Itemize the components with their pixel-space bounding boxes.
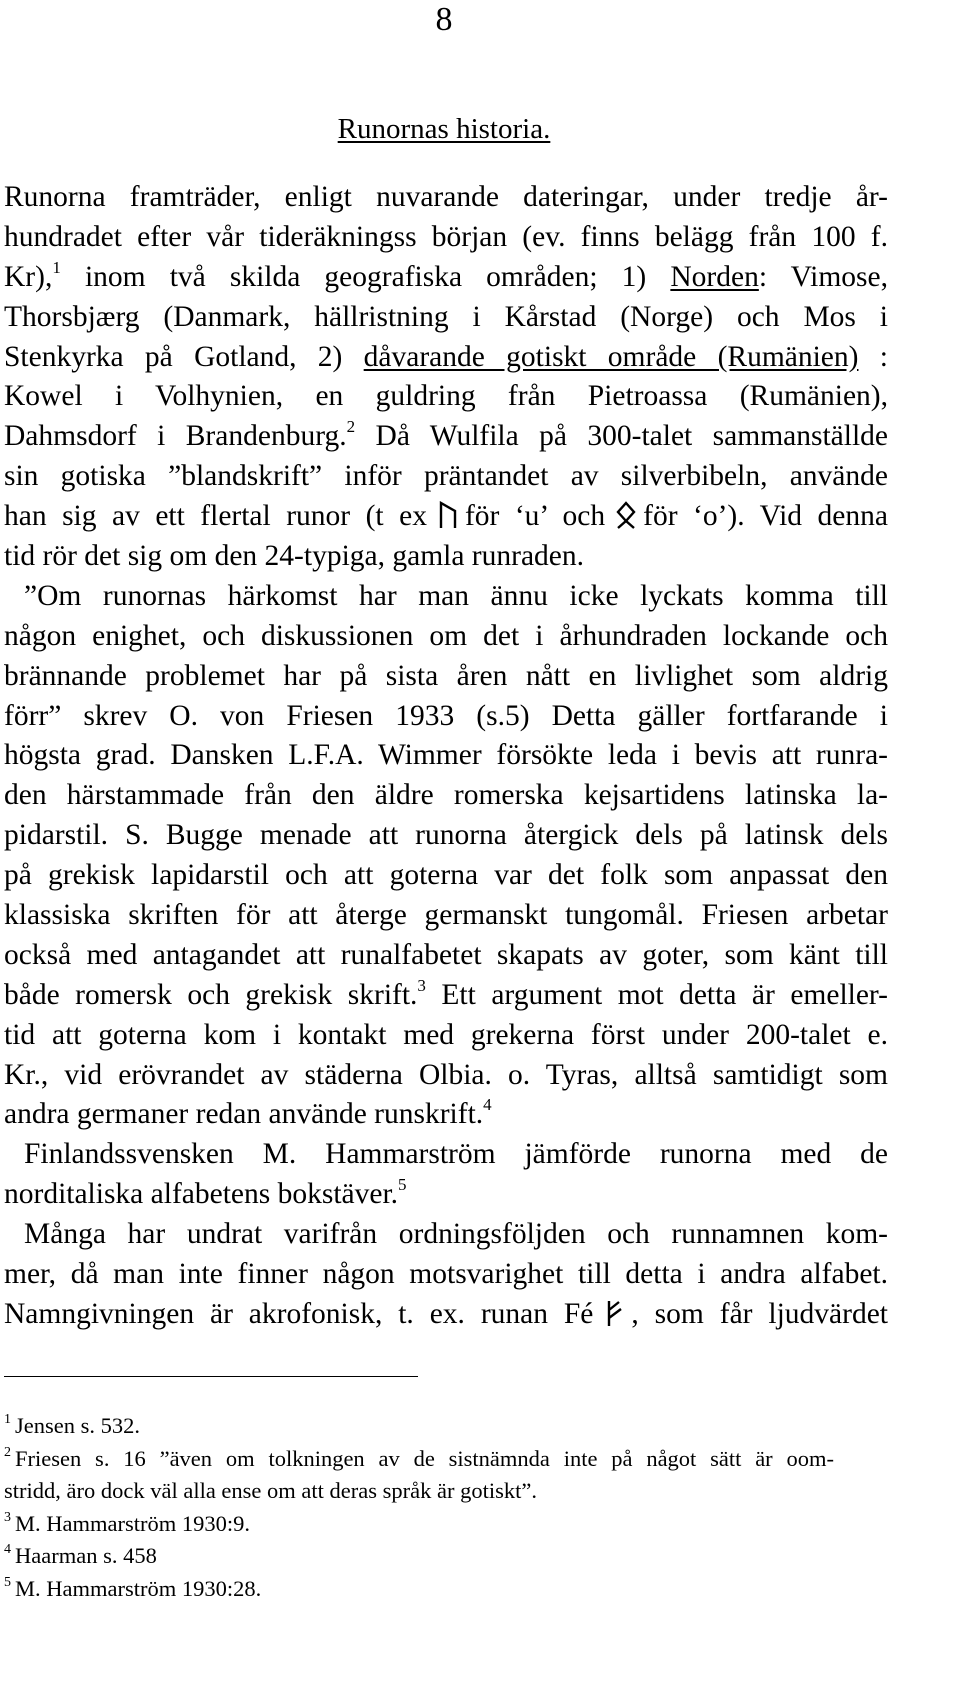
footnote-1 (4, 1410, 888, 1443)
text-line (4, 417, 888, 457)
footnote-number: 3 (4, 1509, 11, 1525)
footnote-number: 5 (4, 1574, 11, 1590)
footnote-text: M. Hammarström 1930:9. (15, 1510, 250, 1536)
text-run: han sig av ett flertal runor (t ex (4, 500, 427, 533)
rune-o-icon (615, 501, 637, 529)
footnote-ref-1[interactable]: 1 (52, 257, 61, 277)
text-run: : Vimose, (758, 260, 888, 293)
text-line (4, 1295, 888, 1335)
footnote-2-continued: stridd, äro dock väl alla ense om att deras språk är gotiskt”. (4, 1478, 537, 1503)
text-line: ”Om runornas härkomst har man ännu icke lyckats komma till (24, 579, 888, 612)
text-run: Då Wulfila på 300-talet sammanställde (355, 420, 888, 453)
text-line: Många har undrat varifrån ordningsföljden och runnamnen kom- (24, 1218, 888, 1251)
footnote-2 (4, 1443, 834, 1476)
text-run: Stenkyrka på Gotland, 2) (4, 340, 364, 373)
text-run: Namngivningen är akrofonisk, t. ex. runan Fé (4, 1297, 594, 1330)
text-line: sin gotiska ”blandskrift” inför präntandet av silverbibeln, använde (4, 460, 888, 493)
text-run: för ‘o’). Vid denna (643, 500, 888, 533)
text-line: högsta grad. Dansken L.F.A. Wimmer försökte leda i bevis att runra- (4, 739, 888, 772)
text-line: Kowel i Volhynien, en guldring från Pietroassa (Rumänien), (4, 380, 888, 413)
text-run: inom två skilda geografiska områden; 1) (60, 260, 671, 293)
footnote-ref-5[interactable]: 5 (398, 1175, 407, 1195)
text-line: på grekisk lapidarstil och att goterna var det folk som anpassat den (4, 859, 888, 892)
footnote-text: M. Hammarström 1930:28. (15, 1575, 262, 1601)
text-line (4, 497, 888, 537)
text-line (4, 1175, 888, 1215)
footnote-text: Friesen s. 16 ”även om tolkningen av de sistnämnda inte på något sätt är oom- (15, 1445, 834, 1471)
text-line (4, 1095, 888, 1135)
text-run: , som får ljudvärdet (631, 1297, 888, 1330)
text-run: Dahmsdorf i Brandenburg. (4, 420, 347, 453)
text-line (4, 258, 888, 298)
text-line: Kr., vid erövrandet av städerna Olbia. o. Tyras, alltså samtidigt som (4, 1058, 888, 1091)
footnote-number: 1 (4, 1412, 11, 1427)
footnote-ref-2[interactable]: 2 (346, 417, 356, 437)
body-text (4, 178, 888, 1335)
footnotes (4, 1410, 888, 1605)
text-line: också med antagandet att runalfabetet skapats av goter, som känt till (4, 938, 888, 971)
text-line: förr” skrev O. von Friesen 1933 (s.5) Detta gäller fortfarande i (4, 699, 888, 732)
footnote-ref-3[interactable]: 3 (417, 975, 426, 995)
text-line: mer, då man inte finner någon motsvarighet till detta i andra alfabet. (4, 1258, 888, 1291)
text-run: Ett argument mot detta är emeller- (425, 978, 888, 1011)
text-line: pidarstil. S. Bugge menade att runorna återgick dels på latinsk dels (4, 819, 888, 852)
footnote-5 (4, 1573, 888, 1606)
footnote-ref-4[interactable]: 4 (483, 1095, 492, 1115)
text-run: norditaliska alfabetens bokstäver. (4, 1178, 399, 1211)
underlined-term-gotiskt: dåvarande gotiskt område (Rumänien) (363, 340, 859, 373)
footnote-text: Jensen s. 532. (15, 1413, 140, 1438)
rune-u-icon (437, 501, 459, 529)
text-run: andra germaner redan använde runskrift. (4, 1098, 484, 1131)
underlined-term-norden: Norden (670, 260, 759, 293)
text-line: klassiska skriften för att återge germanskt tungomål. Friesen arbetar (4, 899, 888, 932)
footnote-divider (4, 1376, 418, 1377)
page-title-text: Runornas historia. (337, 113, 551, 145)
page-title (0, 112, 888, 146)
text-line: Thorsbjærg (Danmark, hällristning i Kårstad (Norge) och Mos i (4, 300, 888, 333)
text-line: brännande problemet har på sista åren nått en livlighet som aldrig (4, 659, 888, 692)
text-line: hundradet efter vår tideräkningss början (ev. finns belägg från 100 f. (4, 220, 888, 253)
text-line: tid att goterna kom i kontakt med grekerna först under 200-talet e. (4, 1018, 888, 1051)
text-line: Finlandssvensken M. Hammarström jämförde runorna med de (24, 1138, 888, 1171)
text-run: för ‘u’ och (464, 500, 606, 533)
rune-fe-icon (603, 1299, 625, 1327)
text-line (4, 338, 888, 378)
footnote-number: 4 (4, 1542, 11, 1557)
text-line: Runorna framträder, enligt nuvarande dateringar, under tredje år- (4, 181, 888, 213)
footnote-4 (4, 1540, 888, 1573)
text-run: Kr), (4, 260, 53, 293)
footnote-number: 2 (4, 1444, 11, 1460)
text-line: den härstammade från den äldre romerska kejsartidens latinska la- (4, 779, 888, 812)
text-run: : (858, 340, 888, 373)
page-number: 8 (435, 1, 453, 38)
footnote-text: Haarman s. 458 (15, 1543, 157, 1568)
text-line (4, 976, 888, 1016)
footnote-3 (4, 1508, 888, 1541)
text-line: tid rör det sig om den 24-typiga, gamla runraden. (4, 540, 585, 573)
text-line: någon enighet, och diskussionen om det i århundraden lockande och (4, 619, 888, 652)
text-run: både romersk och grekisk skrift. (4, 978, 418, 1011)
